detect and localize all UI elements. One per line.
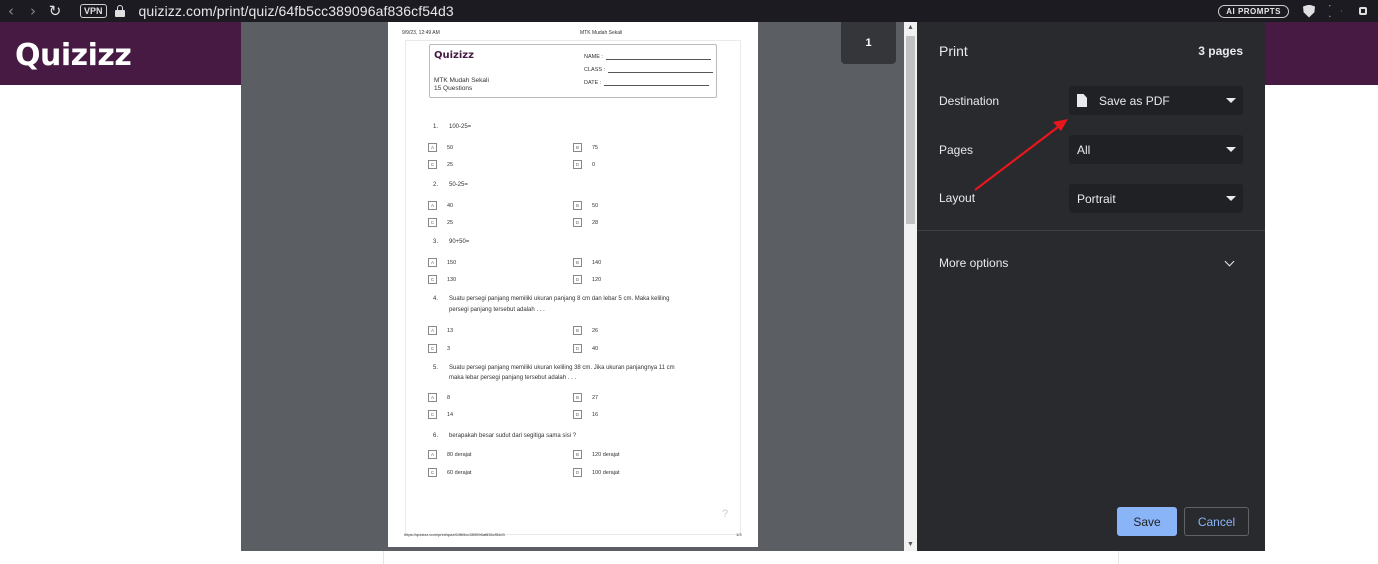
shield-icon[interactable] xyxy=(1303,5,1315,18)
scrollbar-thumb[interactable] xyxy=(906,36,915,224)
option-b: B 75 xyxy=(573,143,598,152)
scroll-down-icon[interactable]: ▼ xyxy=(907,541,914,548)
option-d: D 28 xyxy=(573,218,598,227)
option-b: B 120 derajat xyxy=(573,450,620,459)
layout-label: Layout xyxy=(939,191,976,205)
option-c: C 130 xyxy=(428,275,456,284)
option-d: D 120 xyxy=(573,275,601,284)
ai-prompts-button[interactable]: AI PROMPTS xyxy=(1218,5,1289,18)
back-icon[interactable]: ‹ xyxy=(8,2,14,20)
option-a: A 50 xyxy=(428,143,453,152)
pages-select[interactable]: All xyxy=(1069,135,1243,164)
option-c: C 3 xyxy=(428,344,450,353)
forward-icon[interactable]: › xyxy=(30,2,36,20)
destination-label: Destination xyxy=(939,94,1000,108)
option-b: B 26 xyxy=(573,326,598,335)
divider xyxy=(917,230,1265,231)
option-d: D 16 xyxy=(573,410,598,419)
option-a: A 8 xyxy=(428,393,450,402)
option-c: C 60 derajat xyxy=(428,468,471,477)
worksheet-logo: Quizizz xyxy=(434,50,474,61)
question-1: 1. 100-25= xyxy=(433,124,472,130)
option-b: B 27 xyxy=(573,393,598,402)
extension-icon[interactable] xyxy=(1356,4,1370,18)
dropdown-arrow-icon xyxy=(1226,147,1236,152)
more-options-toggle[interactable]: More options xyxy=(939,256,1009,270)
chevron-down-icon[interactable] xyxy=(1225,257,1235,267)
page-content-frame xyxy=(405,40,741,535)
print-timestamp: 9/9/23, 12:49 AM xyxy=(402,30,440,36)
page-count: 3 pages xyxy=(1198,44,1243,58)
question-2: 2. 50-25= xyxy=(433,182,468,188)
destination-select[interactable]: Save as PDF xyxy=(1069,86,1243,115)
option-d: D 100 derajat xyxy=(573,468,620,477)
worksheet-title: MTK Mudah Sekali xyxy=(434,77,489,84)
help-icon: ? xyxy=(722,508,729,520)
lock-icon[interactable] xyxy=(115,5,125,17)
scroll-up-icon[interactable]: ▲ xyxy=(907,24,914,31)
quizizz-logo[interactable]: Quizizz xyxy=(15,38,132,73)
print-header-title: MTK Mudah Sekali xyxy=(580,30,623,36)
option-a: A 40 xyxy=(428,201,453,210)
option-a: A 80 derajat xyxy=(428,450,471,459)
option-c: C 25 xyxy=(428,160,453,169)
page-number-badge: 1 xyxy=(841,22,896,64)
save-button[interactable]: Save xyxy=(1117,507,1177,536)
dropdown-arrow-icon xyxy=(1226,98,1236,103)
print-title: Print xyxy=(939,43,968,59)
question-count: 15 Questions xyxy=(434,85,473,92)
date-field: DATE : xyxy=(584,80,709,86)
option-c: C 25 xyxy=(428,218,453,227)
question-6: 6. berapakah besar sudut dari segitiga sama sisi ? xyxy=(433,433,577,439)
option-d: D 0 xyxy=(573,160,595,169)
print-footer-url: https://quizizz.com/print/quiz/64fb5cc389096af836cf54d3 xyxy=(404,532,505,537)
document-icon xyxy=(1077,94,1087,107)
vpn-badge[interactable]: VPN xyxy=(80,4,107,18)
dropdown-arrow-icon xyxy=(1226,196,1236,201)
question-4: 4. Suatu persegi panjang memiliki ukuran panjang 8 cm dan lebar 5 cm. Maka keliling xyxy=(433,296,670,302)
option-a: A 13 xyxy=(428,326,453,335)
pages-label: Pages xyxy=(939,143,974,157)
preview-scrollbar[interactable] xyxy=(904,22,917,551)
browser-toolbar xyxy=(0,0,1378,22)
class-field: CLASS : xyxy=(584,67,713,73)
question-5-cont: maka lebar persegi panjang tersebut adalah . . . xyxy=(449,375,577,381)
name-field: NAME : xyxy=(584,54,711,60)
option-b: B 140 xyxy=(573,258,601,267)
student-info-box xyxy=(429,44,717,98)
question-4-cont: persegi panjang tersebut adalah . . . xyxy=(449,307,545,313)
reload-icon[interactable]: ↻ xyxy=(48,2,62,20)
option-a: A 150 xyxy=(428,258,456,267)
option-c: C 14 xyxy=(428,410,453,419)
send-icon[interactable] xyxy=(1329,5,1342,17)
layout-select[interactable]: Portrait xyxy=(1069,184,1243,213)
option-b: B 50 xyxy=(573,201,598,210)
print-settings-panel xyxy=(917,22,1265,551)
preview-page xyxy=(388,22,758,547)
print-footer-page: 1/3 xyxy=(736,532,742,537)
option-d: D 40 xyxy=(573,344,598,353)
cancel-button[interactable]: Cancel xyxy=(1184,507,1249,536)
question-3: 3. 90+50= xyxy=(433,239,470,245)
address-bar[interactable]: quizizz.com/print/quiz/64fb5cc389096af836cf54d3 xyxy=(138,3,454,19)
question-5: 5. Suatu persegi panjang memiliki ukuran keliling 38 cm. Jika ukuran panjangnya 11 cm xyxy=(433,365,675,371)
